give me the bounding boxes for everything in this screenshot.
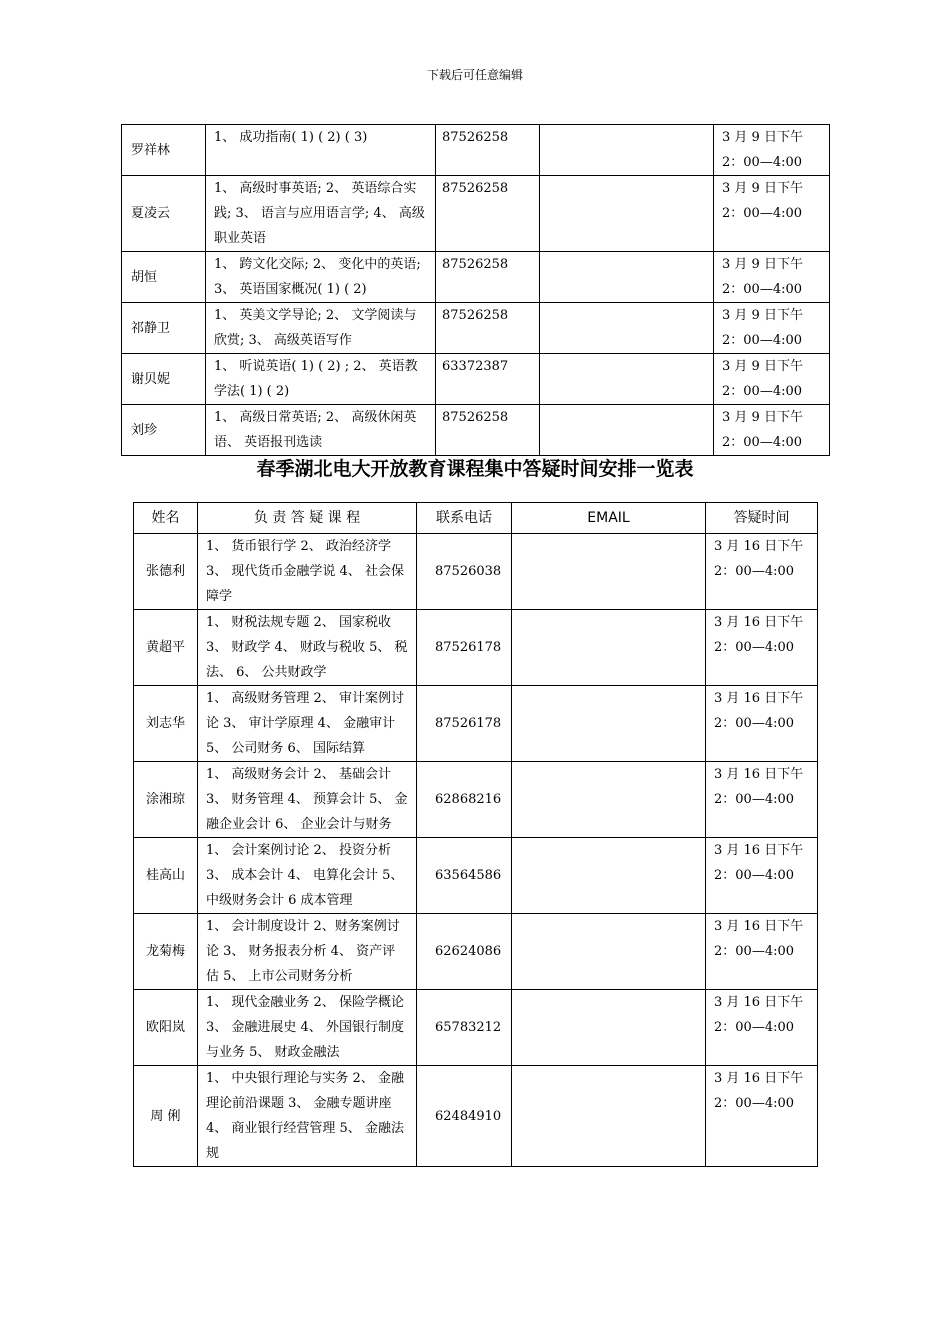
table-row [122, 405, 830, 456]
cell-phone: 63564586 [417, 838, 512, 914]
cell-courses: 1、 高级财务管理 2、 审计案例讨论 3、 审计学原理 4、 金融审计 5、 公司财务 6、 国际结算 [198, 686, 417, 762]
header-time: 答疑时间 [706, 503, 818, 534]
table-row [122, 354, 830, 405]
cell-email [512, 838, 706, 914]
cell-name: 夏凌云 [122, 176, 206, 252]
cell-courses: 1、 中央银行理论与实务 2、 金融理论前沿课题 3、 金融专题讲座 4、 商业银行经营管理 5、 金融法规 [198, 1066, 417, 1167]
cell-email [512, 914, 706, 990]
cell-name: 桂高山 [134, 838, 198, 914]
cell-phone: 65783212 [417, 990, 512, 1066]
cell-name: 欧阳岚 [134, 990, 198, 1066]
cell-time: 3 月 16 日下午 2：00—4:00 [706, 686, 818, 762]
cell-name: 谢贝妮 [122, 354, 206, 405]
cell-phone: 87526178 [417, 610, 512, 686]
cell-courses: 1、 现代金融业务 2、 保险学概论 3、 金融进展史 4、 外国银行制度与业务 5、 财政金融法 [198, 990, 417, 1066]
cell-time: 3 月 9 日下午 2：00—4:00 [714, 176, 830, 252]
cell-time: 3 月 9 日下午 2：00—4:00 [714, 354, 830, 405]
cell-email [512, 534, 706, 610]
cell-time: 3 月 16 日下午 2：00—4:00 [706, 762, 818, 838]
cell-email [512, 762, 706, 838]
cell-name: 胡恒 [122, 252, 206, 303]
cell-phone: 87526178 [417, 686, 512, 762]
cell-email [540, 176, 714, 252]
cell-courses: 1、 听说英语( 1) ( 2) ; 2、 英语教学法( 1) ( 2) [206, 354, 436, 405]
cell-time: 3 月 16 日下午 2：00—4:00 [706, 610, 818, 686]
cell-courses: 1、 财税法规专题 2、 国家税收 3、 财政学 4、 财政与税收 5、 税法、 6、 公共财政学 [198, 610, 417, 686]
cell-phone: 87526038 [417, 534, 512, 610]
cell-time: 3 月 16 日下午 2：00—4:00 [706, 534, 818, 610]
cell-name: 黄超平 [134, 610, 198, 686]
cell-email [512, 990, 706, 1066]
table-row [134, 686, 818, 762]
table-row [122, 252, 830, 303]
cell-name: 张德利 [134, 534, 198, 610]
table-header-row [134, 503, 818, 534]
header-courses: 负 责 答 疑 课 程 [198, 503, 417, 534]
cell-time: 3 月 16 日下午 2：00—4:00 [706, 990, 818, 1066]
cell-time: 3 月 16 日下午 2：00—4:00 [706, 914, 818, 990]
table-row [134, 990, 818, 1066]
cell-email [512, 610, 706, 686]
cell-phone: 63372387 [436, 354, 540, 405]
cell-email [540, 303, 714, 354]
cell-time: 3 月 9 日下午 2：00—4:00 [714, 252, 830, 303]
cell-name: 刘珍 [122, 405, 206, 456]
table-row [122, 176, 830, 252]
header-email: EMAIL [512, 503, 706, 534]
cell-courses: 1、 高级财务会计 2、 基础会计 3、 财务管理 4、 预算会计 5、 金融企业会计 6、 企业会计与财务 [198, 762, 417, 838]
cell-phone: 87526258 [436, 405, 540, 456]
cell-phone: 62484910 [417, 1066, 512, 1167]
header-phone: 联系电话 [417, 503, 512, 534]
cell-email [540, 405, 714, 456]
cell-time: 3 月 9 日下午 2：00—4:00 [714, 303, 830, 354]
cell-name: 祁静卫 [122, 303, 206, 354]
cell-name: 龙菊梅 [134, 914, 198, 990]
cell-email [540, 125, 714, 176]
schedule-table-finance [133, 502, 818, 1167]
cell-phone: 87526258 [436, 176, 540, 252]
page-title: 春季湖北电大开放教育课程集中答疑时间安排一览表 [256, 458, 694, 480]
cell-courses: 1、 高级日常英语; 2、 高级休闲英语、 英语报刊选读 [206, 405, 436, 456]
cell-phone: 87526258 [436, 252, 540, 303]
cell-phone: 62624086 [417, 914, 512, 990]
cell-email [540, 354, 714, 405]
cell-email [512, 1066, 706, 1167]
cell-name: 罗祥林 [122, 125, 206, 176]
cell-phone: 62868216 [417, 762, 512, 838]
cell-time: 3 月 9 日下午 2：00—4:00 [714, 405, 830, 456]
cell-name: 刘志华 [134, 686, 198, 762]
cell-time: 3 月 9 日下午 2：00—4:00 [714, 125, 830, 176]
table-row [122, 303, 830, 354]
cell-courses: 1、 英美文学导论; 2、 文学阅读与欣赏; 3、 高级英语写作 [206, 303, 436, 354]
table-row [134, 762, 818, 838]
cell-phone: 87526258 [436, 125, 540, 176]
cell-courses: 1、 会计制度设计 2、财务案例讨论 3、 财务报表分析 4、 资产评估 5、 上市公司财务分析 [198, 914, 417, 990]
header-note: 下载后可任意编辑 [426, 68, 523, 82]
table-row [134, 1066, 818, 1167]
header-name: 姓名 [134, 503, 198, 534]
cell-time: 3 月 16 日下午 2：00—4:00 [706, 838, 818, 914]
cell-phone: 87526258 [436, 303, 540, 354]
table-row [122, 125, 830, 176]
cell-name: 涂湘琼 [134, 762, 198, 838]
cell-courses: 1、 成功指南( 1) ( 2) ( 3) [206, 125, 436, 176]
table-row [134, 914, 818, 990]
table-row [134, 610, 818, 686]
table-row [134, 534, 818, 610]
cell-courses: 1、 货币银行学 2、 政治经济学 3、 现代货币金融学说 4、 社会保障学 [198, 534, 417, 610]
table-row [134, 838, 818, 914]
schedule-table-english [121, 124, 830, 456]
cell-email [512, 686, 706, 762]
cell-courses: 1、 会计案例讨论 2、 投资分析 3、 成本会计 4、 电算化会计 5、 中级财务会计 6 成本管理 [198, 838, 417, 914]
cell-name: 周 俐 [134, 1066, 198, 1167]
cell-email [540, 252, 714, 303]
cell-courses: 1、 跨文化交际; 2、 变化中的英语; 3、 英语国家概况( 1) ( 2) [206, 252, 436, 303]
cell-courses: 1、 高级时事英语; 2、 英语综合实践; 3、 语言与应用语言学; 4、 高级职业英语 [206, 176, 436, 252]
cell-time: 3 月 16 日下午 2：00—4:00 [706, 1066, 818, 1167]
